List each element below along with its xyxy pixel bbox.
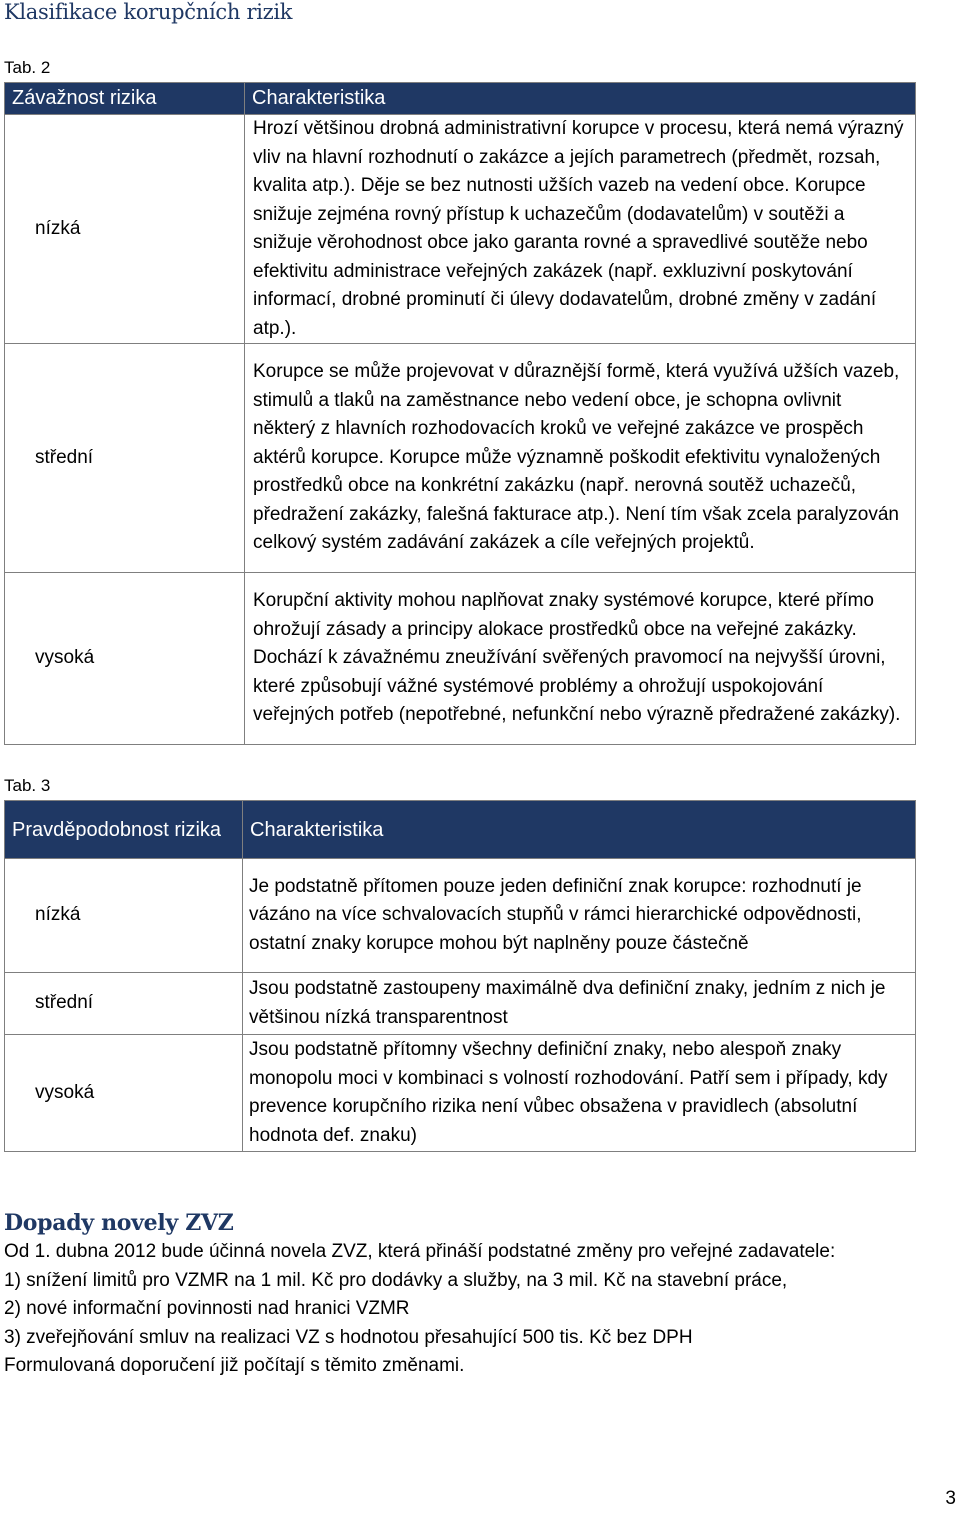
table-label-tab3: Tab. 3 <box>4 776 51 795</box>
probability-level-high: vysoká <box>5 1035 243 1152</box>
severity-level-high: vysoká <box>5 573 245 745</box>
paragraph-outro: Formulovaná doporučení již počítají s těmito změnami. <box>4 1355 465 1376</box>
section-heading-dopady: Dopady novely ZVZ <box>4 1210 234 1236</box>
table-row <box>5 859 916 973</box>
table-row <box>5 1035 916 1152</box>
list-item: 3) zveřejňování smluv na realizaci VZ s hodnotou přesahující 500 tis. Kč bez DPH <box>4 1326 693 1348</box>
page-number: 3 <box>945 1488 956 1509</box>
severity-description-high: Korupční aktivity mohou naplňovat znaky systémové korupce, které přímo ohrožují zásady a principy alokace prostředků obce na veřejné zakázky. Dochází k závažnému zneužívání svěřených pravomocí na nejvyšší úrovni, které způsobují vážné systémové problémy a ohrožují uspokojování veřejných potřeb (nepotřebné, nefunkční nebo výrazně předražené zakázky). <box>245 573 916 745</box>
header-characteristic: Charakteristika <box>245 83 916 115</box>
probability-table <box>4 800 916 1152</box>
list-item: 2) nové informační povinnosti nad hranici VZMR <box>4 1298 410 1319</box>
probability-description-low: Je podstatně přítomen pouze jeden definiční znak korupce: rozhodnutí je vázáno na více schvalovacích stupňů v rámci hierarchické odpovědnosti, ostatní znaky korupce mohou být naplněny pouze částečně <box>243 859 916 973</box>
severity-table <box>4 82 916 745</box>
severity-description-medium: Korupce se může projevovat v důraznější formě, která využívá užších vazeb, stimulů a tlaků na zaměstnance nebo vedení obce, je schopna ovlivnit některý z hlavních rozhodovacích kroků ve veřejné zakázce ve prospěch aktérů korupce. Korupce může významně poškodit efektivitu vynaložených prostředků obce na konkrétní zakázku (např. nerovná soutěž uchazečů, předražení zakázky, falešná fakturace atp.). Není tím však zcela paralyzován celkový systém zadávání zakázek a cíle veřejných projektů. <box>245 344 916 573</box>
table-row <box>5 973 916 1035</box>
severity-level-medium: střední <box>5 344 245 573</box>
section-heading-klasifikace: Klasifikace korupčních rizik <box>4 0 293 24</box>
amendment-paragraph <box>4 1238 835 1381</box>
header-severity: Závažnost rizika <box>5 83 245 115</box>
header-probability: Pravděpodobnost rizika <box>5 801 243 859</box>
table-row <box>5 573 916 745</box>
table-row <box>5 115 916 344</box>
severity-level-low: nízká <box>5 115 245 344</box>
table-row <box>5 344 916 573</box>
list-item: 1) snížení limitů pro VZMR na 1 mil. Kč pro dodávky a služby, na 3 mil. Kč na stavební práce, <box>4 1269 788 1291</box>
probability-level-medium: střední <box>5 973 243 1035</box>
severity-description-low: Hrozí většinou drobná administrativní korupce v procesu, která nemá výrazný vliv na hlavní rozhodnutí o zakázce a jejích parametrech (předmět, rozsah, kvalita atp.). Děje se bez nutnosti užších vazeb na vedení obce. Korupce snižuje zejména rovný přístup k uchazečům (dodavatelům) v soutěži a snižuje věrohodnost obce jako garanta rovné a spravedlivé soutěže nebo efektivitu administrace veřejných zakázek (např. exkluzivní poskytování informací, drobné prominutí či úlevy dodavatelům, drobné změny v zadání atp.). <box>245 115 916 344</box>
probability-description-high: Jsou podstatně přítomny všechny definiční znaky, nebo alespoň znaky monopolu moci v kombinaci s volností rozhodování. Patří sem i případy, kdy prevence korupčního rizika není vůbec obsažena v pravidlech (absolutní hodnota def. znaku) <box>243 1035 916 1152</box>
table-label-tab2: Tab. 2 <box>4 58 51 77</box>
probability-description-medium: Jsou podstatně zastoupeny maximálně dva definiční znaky, jedním z nich je většinou nízká transparentnost <box>243 973 916 1035</box>
probability-level-low: nízká <box>5 859 243 973</box>
header-characteristic-3: Charakteristika <box>243 801 916 859</box>
paragraph-intro: Od 1. dubna 2012 bude účinná novela ZVZ, která přináší podstatné změny pro veřejné zadavatele: <box>4 1241 836 1262</box>
